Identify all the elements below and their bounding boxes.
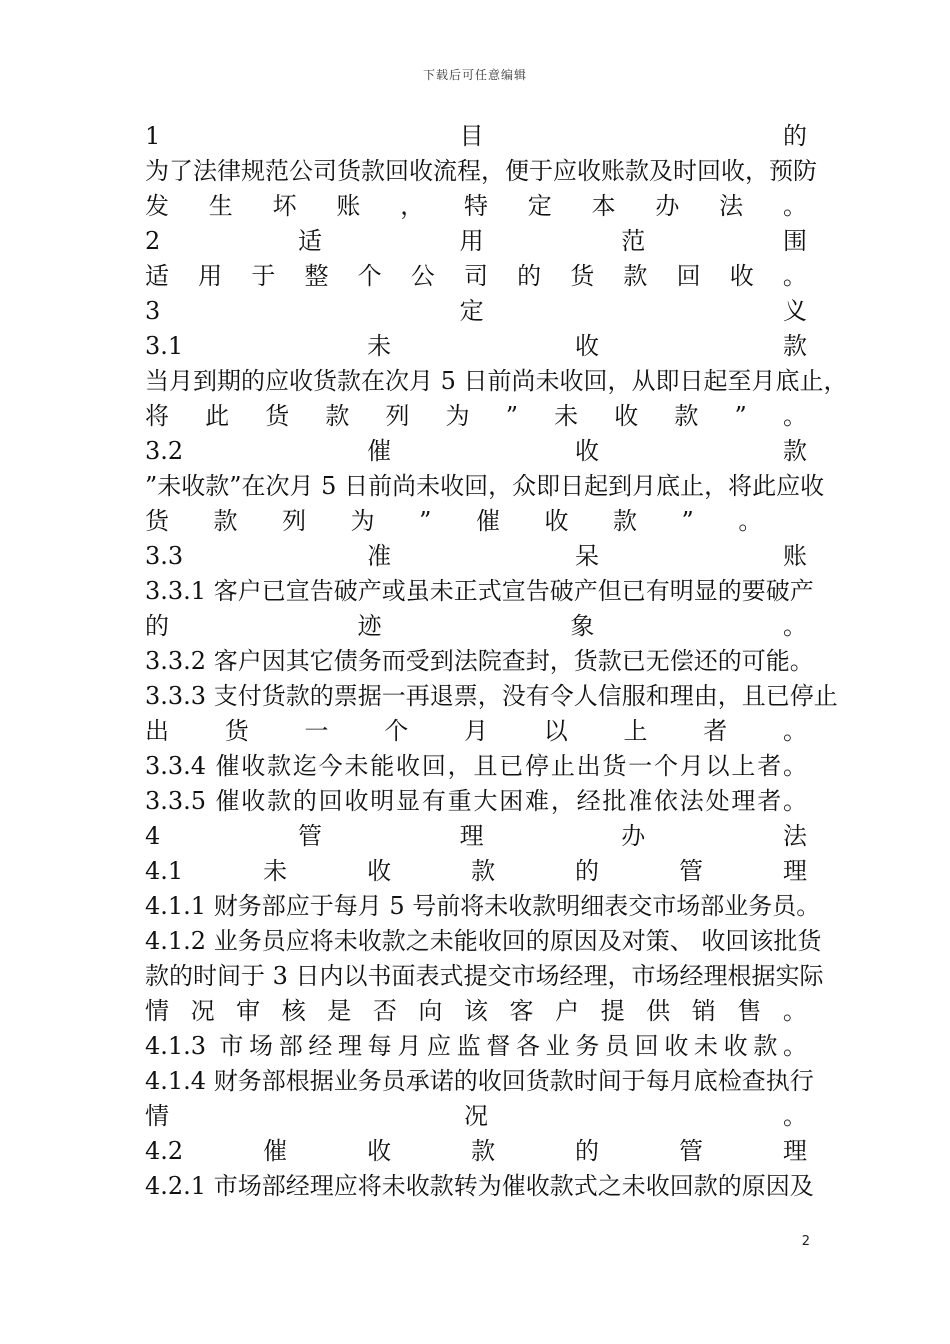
text-line bbox=[145, 819, 807, 854]
text-token: 迹 bbox=[357, 612, 382, 640]
text-token: 定 bbox=[459, 297, 484, 325]
text-line: 4.1.4 财务部根据业务员承诺的收回货款时间于每月底检查执行 bbox=[145, 1067, 814, 1095]
text-token: 公 bbox=[410, 262, 435, 290]
text-token: 4 bbox=[145, 822, 161, 850]
text-token: 办 bbox=[655, 192, 680, 220]
text-line: 3.3.5 催收款的回收明显有重大困难，经批准依法处理者。 bbox=[145, 787, 807, 815]
text-token: 范 bbox=[621, 227, 646, 255]
text-token: 司 bbox=[463, 262, 488, 290]
text-token: 理 bbox=[782, 1137, 807, 1165]
text-token: 。 bbox=[783, 1102, 807, 1130]
text-line bbox=[145, 504, 807, 539]
text-token: 围 bbox=[782, 227, 807, 255]
text-token: 供 bbox=[646, 997, 671, 1025]
text-token: 款 bbox=[471, 857, 496, 885]
text-token: 账 bbox=[336, 192, 361, 220]
text-token: 审 bbox=[236, 997, 261, 1025]
text-token: 法 bbox=[719, 192, 744, 220]
text-token: 收 bbox=[367, 1137, 392, 1165]
text-token: 以 bbox=[543, 717, 568, 745]
text-line: 为了法律规范公司货款回收流程，便于应收账款及时回收，预防 bbox=[145, 157, 817, 185]
text-token: 。 bbox=[782, 402, 807, 430]
text-token: 销 bbox=[691, 997, 716, 1025]
page-number: 2 bbox=[801, 1234, 810, 1249]
text-line bbox=[145, 854, 807, 889]
text-token: 1 bbox=[145, 122, 161, 150]
text-line: 4.1.3 市场部经理每月应监督各业务员回收未收款。 bbox=[145, 1032, 807, 1060]
text-token: 象 bbox=[570, 612, 595, 640]
text-token: 2 bbox=[145, 227, 161, 255]
text-line bbox=[145, 434, 807, 469]
text-token: 为 bbox=[445, 402, 470, 430]
text-token: 况 bbox=[464, 1102, 488, 1130]
text-token: 管 bbox=[679, 857, 704, 885]
text-token: ” bbox=[734, 402, 747, 430]
text-token: 出 bbox=[145, 717, 169, 745]
text-token: 款 bbox=[623, 262, 648, 290]
text-token: 该 bbox=[463, 997, 488, 1025]
text-token: 目 bbox=[459, 122, 484, 150]
text-token: 3.2 bbox=[145, 437, 184, 465]
text-token: 准 bbox=[367, 542, 392, 570]
text-token: 款 bbox=[325, 402, 350, 430]
text-token: ” bbox=[419, 507, 432, 535]
text-token: 货 bbox=[570, 262, 595, 290]
text-line bbox=[145, 224, 807, 259]
text-token: 呆 bbox=[575, 542, 600, 570]
text-token: ” bbox=[681, 507, 694, 535]
text-token: 收 bbox=[367, 857, 392, 885]
text-token: 一 bbox=[304, 717, 329, 745]
text-line bbox=[145, 1134, 807, 1169]
text-token: 收 bbox=[729, 262, 754, 290]
text-token: 特 bbox=[463, 192, 488, 220]
text-token: 生 bbox=[208, 192, 233, 220]
text-token: 收 bbox=[575, 437, 600, 465]
document-body bbox=[145, 119, 848, 1204]
text-line: ”未收款”在次月 5 日前尚未收回，众即日起到月底止，将此应收 bbox=[145, 472, 825, 500]
text-token: 于 bbox=[251, 262, 276, 290]
text-token: 款 bbox=[782, 332, 807, 360]
text-token: 的 bbox=[575, 857, 600, 885]
text-token: 货 bbox=[224, 717, 249, 745]
text-line bbox=[145, 119, 807, 154]
text-token: 向 bbox=[418, 997, 443, 1025]
text-token: 办 bbox=[621, 822, 646, 850]
text-line bbox=[145, 399, 807, 434]
text-token: 情 bbox=[145, 1102, 169, 1130]
text-token: 此 bbox=[205, 402, 230, 430]
text-line: 款的时间于 3 日内以书面表式提交市场经理，市场经理根据实际 bbox=[145, 962, 824, 990]
text-token: 适 bbox=[297, 227, 322, 255]
text-token: 的 bbox=[575, 1137, 600, 1165]
text-token: 未 bbox=[367, 332, 392, 360]
text-token: 4.2 bbox=[145, 1137, 184, 1165]
text-token: 。 bbox=[782, 262, 807, 290]
text-token: 4.1 bbox=[145, 857, 184, 885]
text-token: 。 bbox=[738, 507, 763, 535]
text-token: 理 bbox=[459, 822, 484, 850]
text-token: 核 bbox=[281, 997, 306, 1025]
text-line: 4.1.2 业务员应将未收款之未能收回的原因及对策、 收回该批货 bbox=[145, 927, 822, 955]
text-line bbox=[145, 259, 807, 294]
text-token: 月 bbox=[464, 717, 488, 745]
text-token: 收 bbox=[544, 507, 569, 535]
text-token: 款 bbox=[613, 507, 637, 535]
text-token: 货 bbox=[265, 402, 290, 430]
text-token: 用 bbox=[459, 227, 484, 255]
text-token: 法 bbox=[782, 822, 807, 850]
text-token: 3 bbox=[145, 297, 161, 325]
text-line bbox=[145, 329, 807, 364]
text-line bbox=[145, 609, 807, 644]
text-token: 适 bbox=[145, 262, 169, 290]
text-token: 售 bbox=[737, 997, 762, 1025]
text-line: 3.3.4 催收款迄今未能收回，且已停止出货一个月以上者。 bbox=[145, 752, 807, 780]
text-token: 。 bbox=[782, 192, 807, 220]
text-token: 客 bbox=[509, 997, 534, 1025]
text-token: 情 bbox=[145, 997, 169, 1025]
text-line bbox=[145, 1099, 807, 1134]
text-token: 是 bbox=[327, 997, 352, 1025]
text-token: 收 bbox=[575, 332, 600, 360]
text-token: 为 bbox=[350, 507, 375, 535]
text-token: 的 bbox=[145, 612, 169, 640]
text-token: 义 bbox=[783, 297, 807, 325]
text-line bbox=[145, 294, 807, 329]
text-token: 个 bbox=[357, 262, 382, 290]
text-line bbox=[145, 189, 807, 224]
text-line: 4.2.1 市场部经理应将未收款转为催收款式之未收回款的原因及 bbox=[145, 1172, 814, 1200]
text-token: 催 bbox=[367, 437, 392, 465]
text-token: ， bbox=[400, 192, 425, 220]
text-token: 整 bbox=[304, 262, 329, 290]
text-token: 款 bbox=[471, 1137, 496, 1165]
text-line bbox=[145, 714, 807, 749]
text-token: 用 bbox=[198, 262, 223, 290]
text-token: 理 bbox=[782, 857, 807, 885]
text-token: 账 bbox=[782, 542, 807, 570]
text-token: 款 bbox=[213, 507, 238, 535]
text-token: 管 bbox=[679, 1137, 704, 1165]
text-token: 否 bbox=[372, 997, 397, 1025]
text-token: 个 bbox=[384, 717, 409, 745]
text-token: 款 bbox=[674, 402, 699, 430]
text-token: 未 bbox=[554, 402, 579, 430]
text-token: 货 bbox=[145, 507, 169, 535]
text-token: 将 bbox=[145, 402, 169, 430]
text-line bbox=[145, 994, 807, 1029]
text-token: 者 bbox=[703, 717, 728, 745]
text-line bbox=[145, 539, 807, 574]
text-token: 催 bbox=[263, 1137, 288, 1165]
page-header: 下载后可任意编辑 bbox=[422, 68, 527, 82]
text-token: 坏 bbox=[272, 192, 297, 220]
text-token: 发 bbox=[145, 192, 169, 220]
text-token: 收 bbox=[614, 402, 639, 430]
text-token: 管 bbox=[297, 822, 322, 850]
text-token: 提 bbox=[600, 997, 625, 1025]
text-token: 。 bbox=[782, 612, 807, 640]
text-token: 列 bbox=[282, 507, 307, 535]
text-token: 。 bbox=[783, 717, 807, 745]
text-token: 3.1 bbox=[145, 332, 184, 360]
text-token: 回 bbox=[676, 262, 701, 290]
text-line: 3.3.3 支付货款的票据一再退票，没有令人信服和理由，且已停止 bbox=[145, 682, 838, 710]
text-token: 的 bbox=[783, 122, 807, 150]
text-token: ” bbox=[505, 402, 519, 430]
text-token: 上 bbox=[623, 717, 648, 745]
text-token: 本 bbox=[591, 192, 616, 220]
text-token: 。 bbox=[782, 997, 807, 1025]
text-token: 未 bbox=[263, 857, 288, 885]
text-token: 况 bbox=[190, 997, 215, 1025]
text-line: 3.3.2 客户因其它债务而受到法院查封，货款已无偿还的可能。 bbox=[145, 647, 814, 675]
text-token: 款 bbox=[782, 437, 807, 465]
text-line: 4.1.1 财务部应于每月 5 号前将未收款明细表交市场部业务员。 bbox=[145, 892, 821, 920]
text-token: 定 bbox=[527, 192, 552, 220]
text-token: 户 bbox=[555, 997, 580, 1025]
text-token: 3.3 bbox=[145, 542, 184, 570]
text-token: 催 bbox=[475, 507, 500, 535]
text-token: 列 bbox=[385, 402, 410, 430]
text-line: 3.3.1 客户已宣告破产或虽未正式宣告破产但已有明显的要破产 bbox=[145, 577, 814, 605]
text-token: 的 bbox=[517, 262, 542, 290]
text-line: 当月到期的应收货款在次月 5 日前尚未收回，从即日起至月底止， bbox=[145, 367, 848, 395]
